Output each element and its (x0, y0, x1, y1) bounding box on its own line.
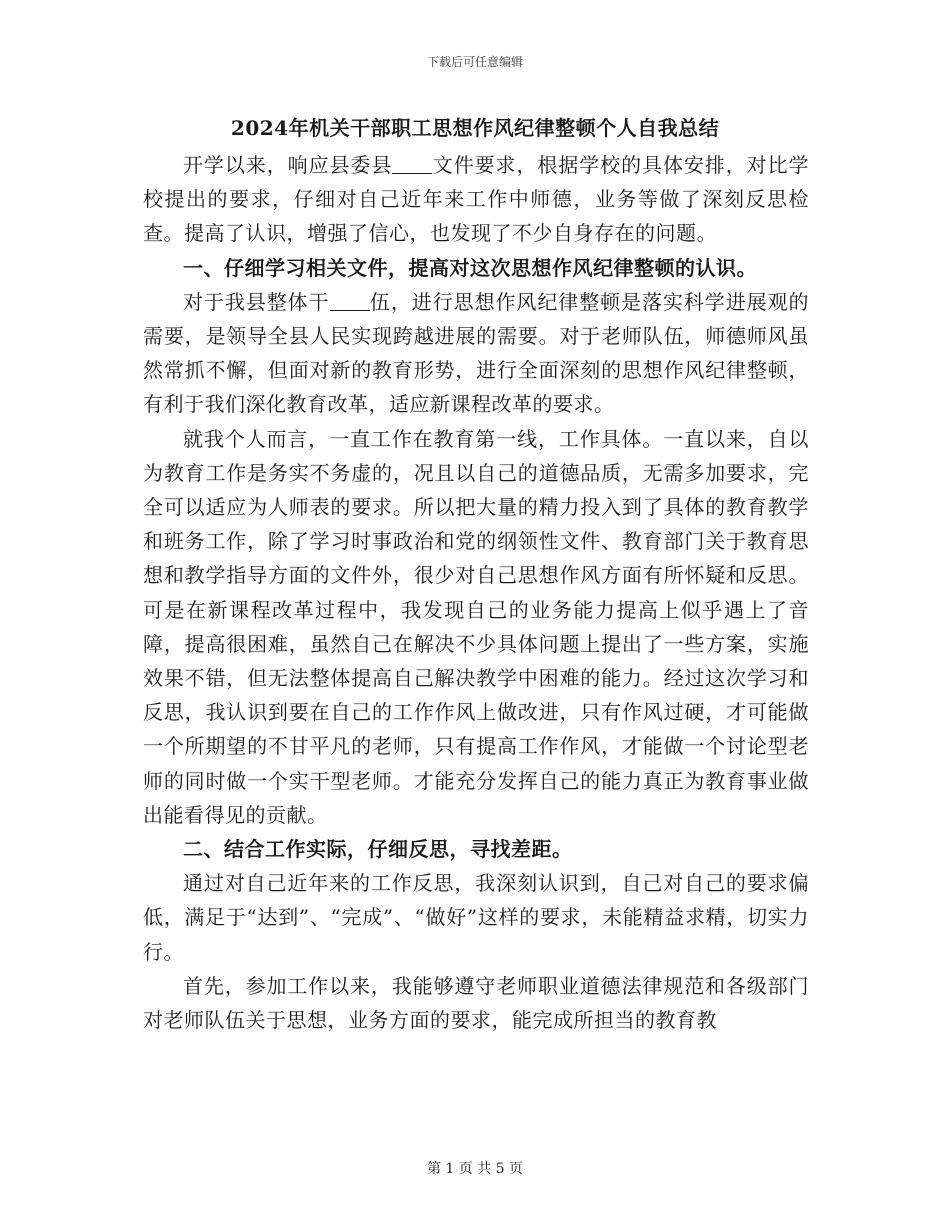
section-heading-1: 一、仔细学习相关文件，提高对这次思想作风纪律整顿的认识。 (183, 255, 757, 280)
document-title: 2024年机关干部职工思想作风纪律整顿个人自我总结 (230, 116, 720, 140)
paragraph-intro-part-a: 开学以来，响应县委县 (183, 153, 393, 177)
paragraph-intro-part-b: 文件要求，根据学校的具体安排，对比学校提出的要求，仔细对自己近年来工作中师德，业务等做了深刻反思检查。提高了认识，增强了信心，也发现了不少自身存在的问题。 (143, 153, 810, 246)
section-heading-2: 二、结合工作实际，仔细反思，寻找差距。 (183, 837, 573, 862)
paragraph-intro (143, 148, 809, 251)
fill-in-blank (392, 153, 432, 174)
paragraph-4: 通过对自己近年来的工作反思，我深刻认识到，自己对自己的要求偏低，满足于“达到”、“完成”、“做好”这样的要求，未能精益求精，切实力行。 (143, 871, 809, 964)
paragraph-2-part-a: 对于我县整体干 (183, 289, 330, 314)
paragraph-5: 首先，参加工作以来，我能够遵守老师职业道德法律规范和各级部门对老师队伍关于思想，业务方面的要求，能完成所担当的教育教 (143, 973, 809, 1033)
document-body (143, 148, 809, 1037)
fill-in-blank (330, 290, 370, 311)
paragraph-2 (143, 285, 809, 422)
header-note: 下载后可任意编辑 (426, 55, 523, 69)
page-indicator: 第 1 页 共 5 页 (426, 1161, 524, 1177)
paragraph-3: 就我个人而言，一直工作在教育第一线，工作具体。一直以来，自以为教育工作是务实不务虚的，况且以自己的道德品质，无需多加要求，完全可以适应为人师表的要求。所以把大量的精力投入到了具体的教育教学和班务工作，除了学习时事政治和党的纲领性文件、教育部门关于教育思想和教学指导方面的文件外，很少对自己思想作风方面有所怀疑和反思。可是在新课程改革过程中，我发现自己的业务能力提高上似乎遇上了音障，提高很困难，虽然自己在解决不少具体问题上提出了一些方案，实施效果不错，但无法整体提高自己解决教学中困难的能力。经过这次学习和反思，我认识到要在自己的工作作风上做改进，只有作风过硬，才可能做一个所期望的不甘平凡的老师，只有提高工作作风，才能做一个讨论型老师的同时做一个实干型老师。才能充分发挥自己的能力真正为教育事业做出能看得见的贡献。 (143, 426, 809, 827)
paragraph-2-part-b: 伍，进行思想作风纪律整顿是落实科学进展观的需要，是领导全县人民实现跨越进展的需要。对于老师队伍，师德师风虽然常抓不懈，但面对新的教育形势，进行全面深刻的思想作风纪律整顿，有利于我们深化教育改革，适应新课程改革的要求。 (143, 289, 809, 417)
